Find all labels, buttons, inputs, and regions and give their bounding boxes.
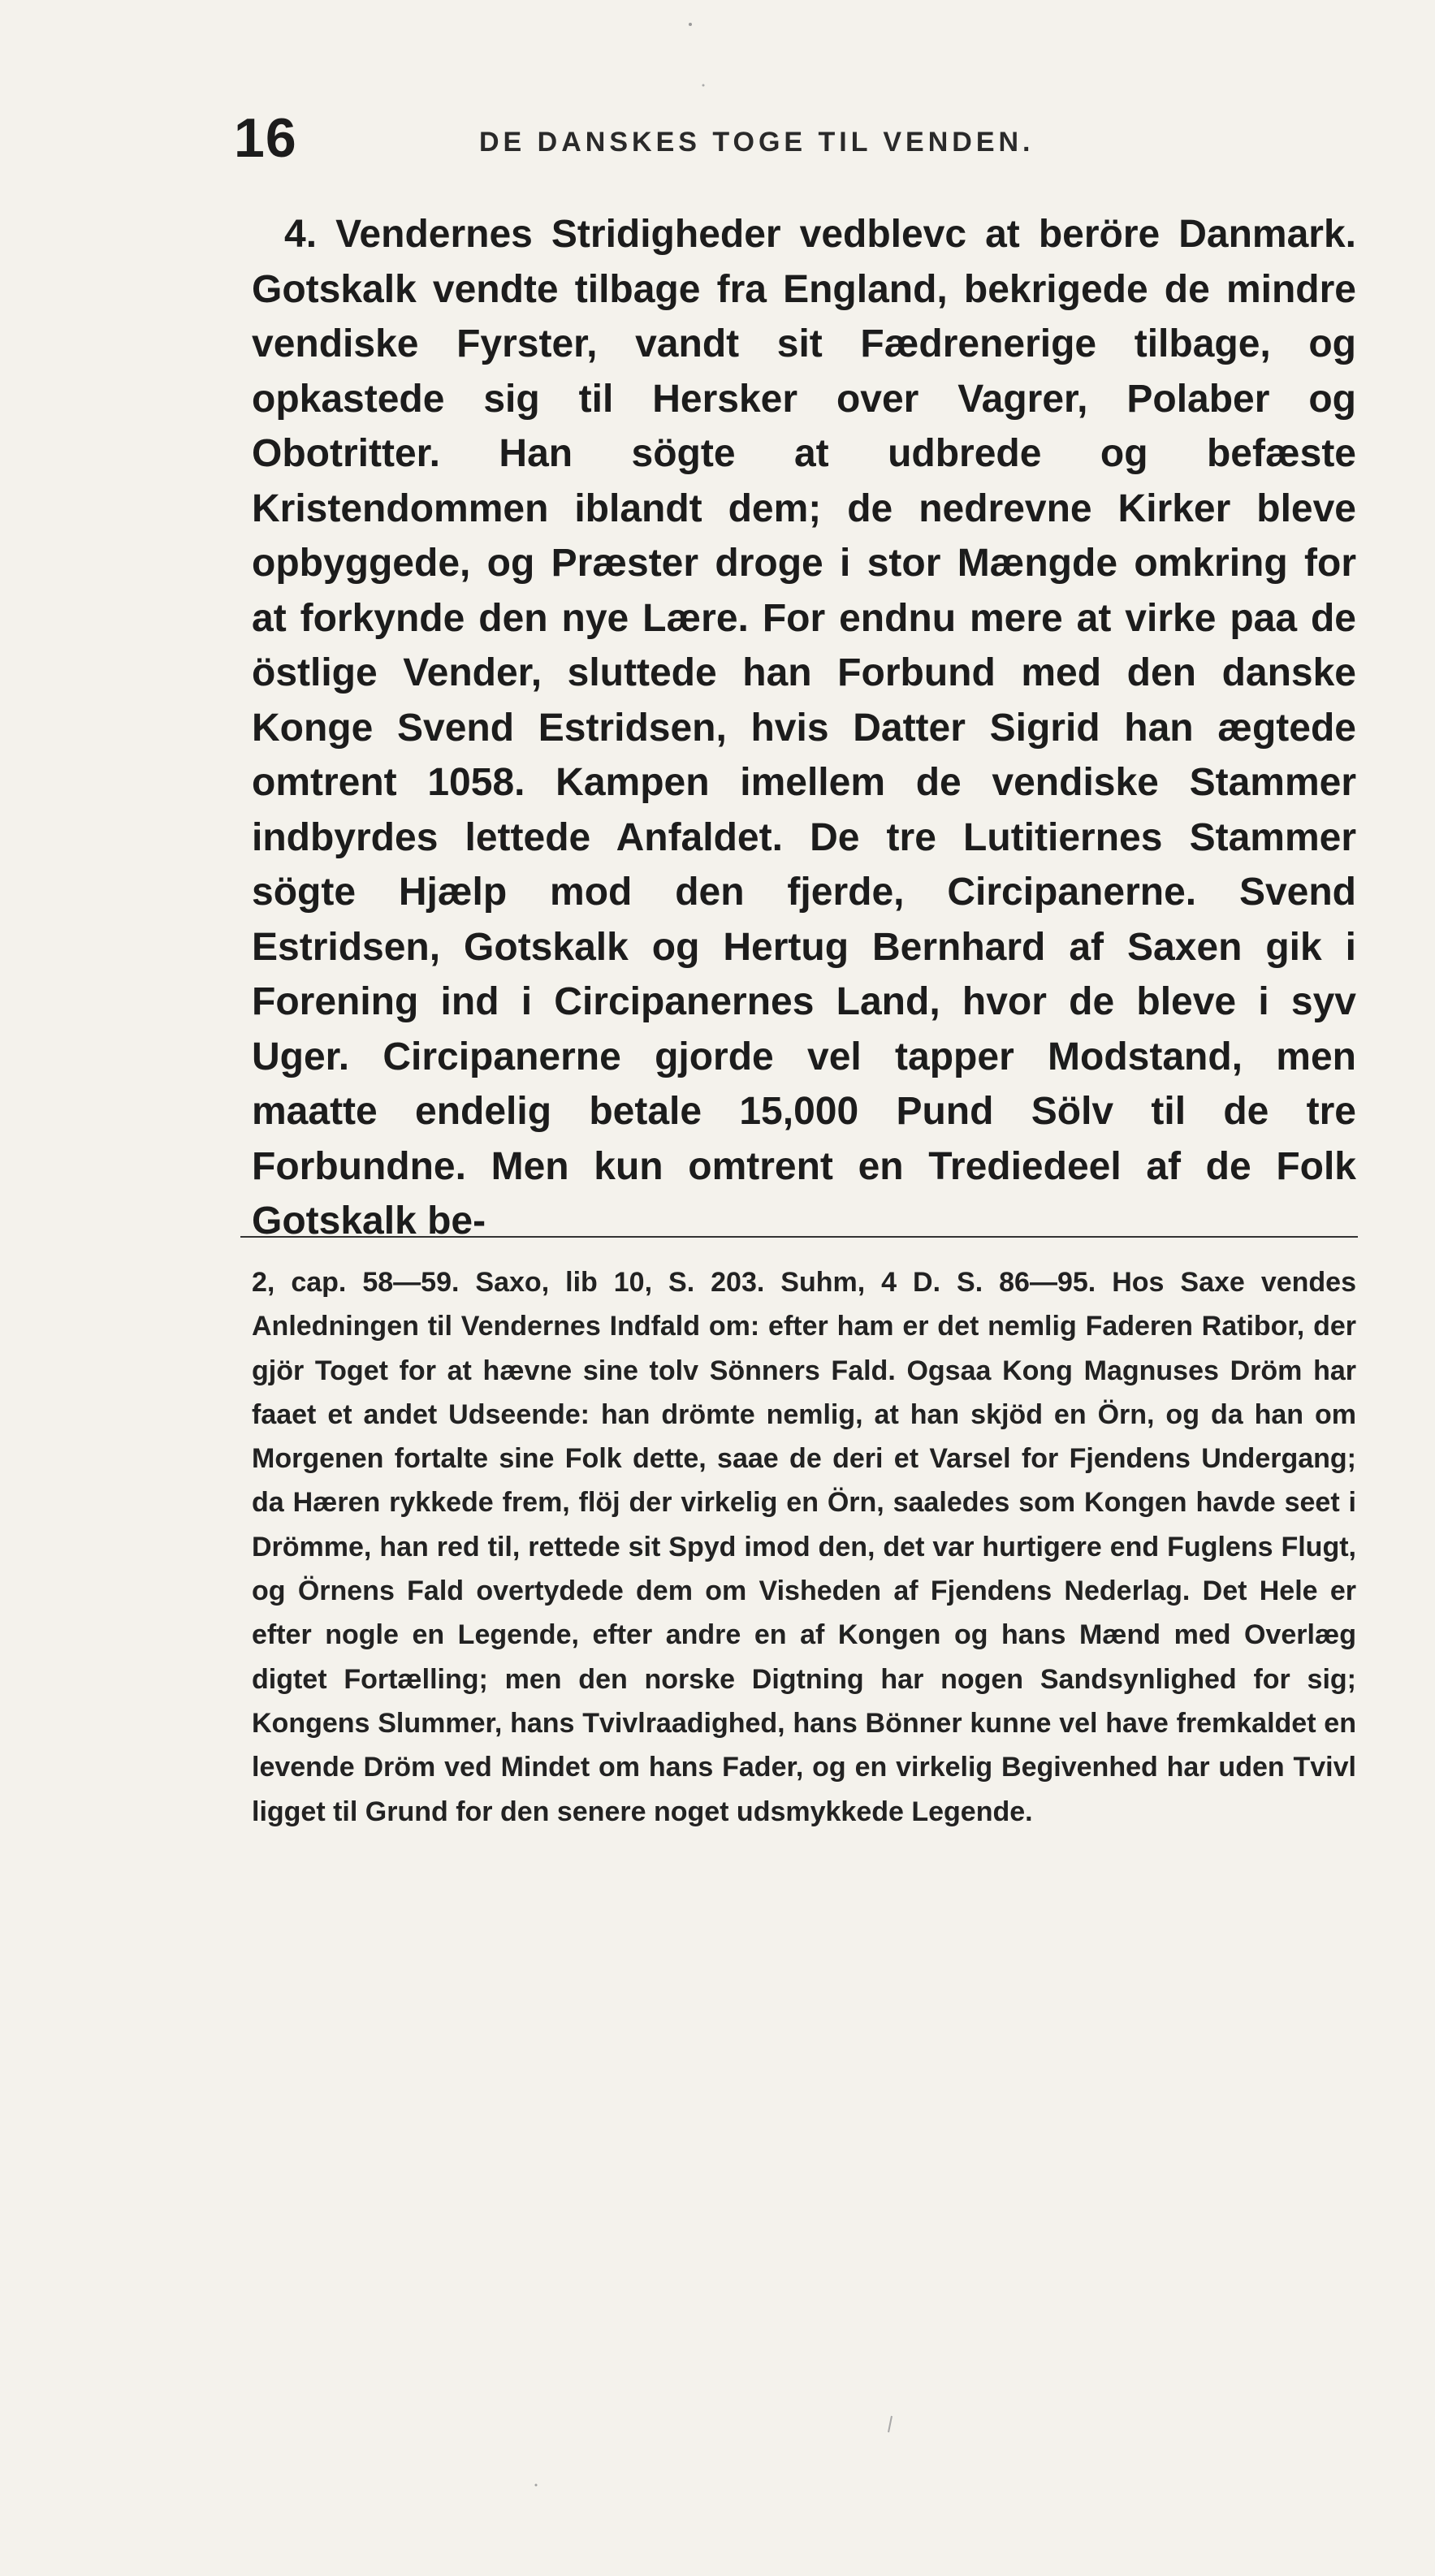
running-title: DE DANSKES TOGE TIL VENDEN.: [479, 127, 1035, 158]
paper-speck: [535, 2484, 538, 2487]
footnote-text: 2, cap. 58—59. Saxo, lib 10, S. 203. Suhm, 4 D. S. 86—95. Hos Saxe vendes Anledningen til Vendernes Indfald om: efter ham er det nemlig Faderen Ratibor, der gjör Toget for at hævne sine tolv Sönners Fald. Ogsaa Kong Magnuses Dröm har faaet et andet Udseende: han drömte nemlig, at han skjöd en Örn, og da han om Morgenen fortalte sine Folk dette, saae de deri et Varsel for Fjendens Undergang; da Hæren rykkede frem, flöj der virkelig en Örn, saaledes som Kongen havde seet i Drömme, han red til, rettede sit Spyd imod den, det var hurtigere end Fuglens Flugt, og Örnens Fald overtydede dem om Visheden af Fjendens Nederlag. Det Hele er efter nogle en Legende, efter andre en af Kongen og hans Mænd med Overlæg digtet Fortælling; men den norske Digtning har nogen Sandsynlighed for sig; Kongens Slummer, hans Tvivlraadighed, hans Bönner kunne vel have fremkaldet en levende Dröm ved Mindet om hans Fader, og en virkelig Begivenhed har uden Tvivl ligget til Grund for den senere noget udsmykkede Legende.: [252, 1267, 1356, 1827]
paper-speck: [702, 84, 705, 87]
page-header: [0, 106, 1435, 179]
footnote-separator: [240, 1236, 1358, 1238]
paper-speck: [689, 23, 692, 26]
paper-speck: [888, 2416, 892, 2432]
body-paragraph: 4. Vendernes Stridigheder vedblevc at beröre Danmark. Gotskalk vendte tilbage fra England, bekrigede de mindre vendiske Fyrster, vandt sit Fædrenerige tilbage, og opkastede sig til Hersker over Vagrer, Polaber og Obotritter. Han sögte at udbrede og befæste Kristendommen iblandt dem; de nedrevne Kirker bleve opbyggede, og Præster droge i stor Mængde omkring for at forkynde den nye Lære. For endnu mere at virke paa de östlige Vender, sluttede han Forbund med den danske Konge Svend Estridsen, hvis Datter Sigrid han ægtede omtrent 1058. Kampen imellem de vendiske Stammer indbyrdes lettede Anfaldet. De tre Lutitiernes Stammer sögte Hjælp mod den fjerde, Circipanerne. Svend Estridsen, Gotskalk og Hertug Bernhard af Saxen gik i Forening ind i Circipanernes Land, hvor de bleve i syv Uger. Circipanerne gjorde vel tapper Modstand, men maatte endelig betale 15,000 Pund Sölv til de tre Forbundne. Men kun omtrent en Trediedeel af de Folk Gotskalk be-: [252, 213, 1356, 1243]
page-number: 16: [234, 107, 297, 169]
